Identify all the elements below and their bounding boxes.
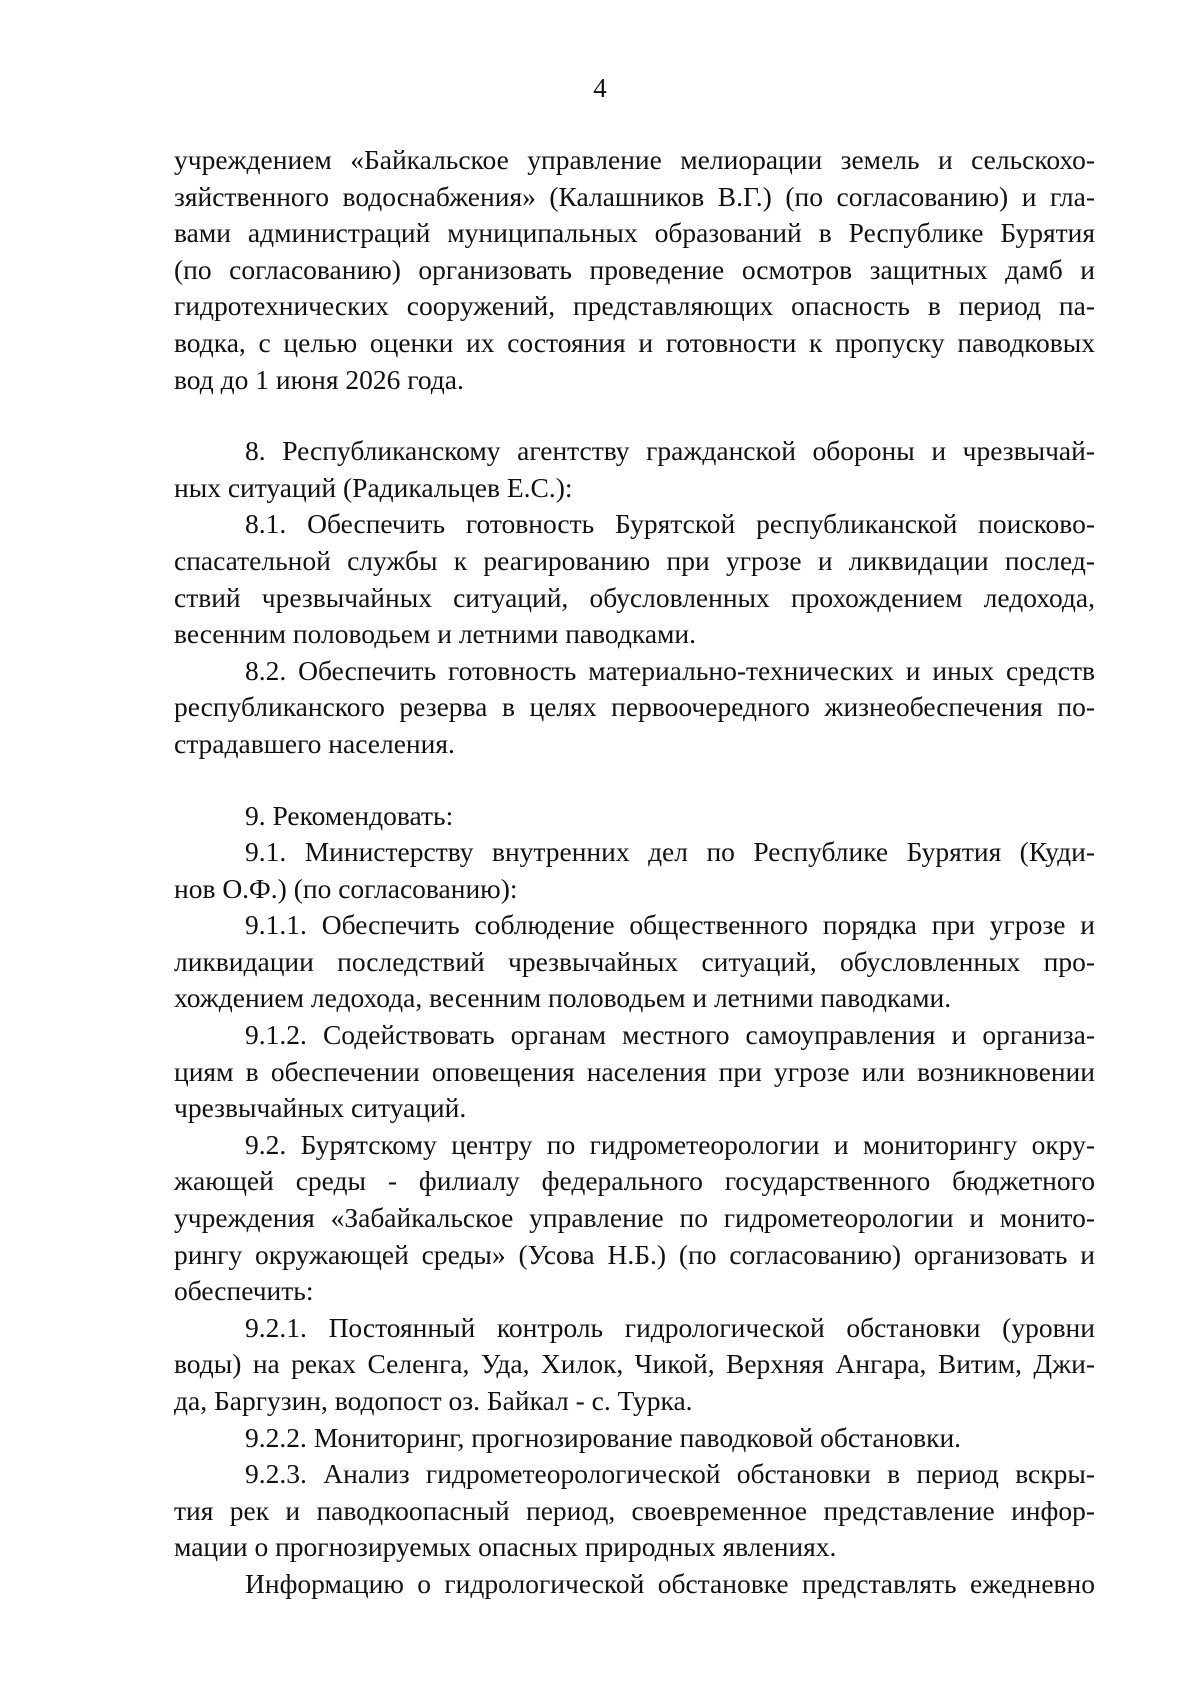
text-line: нов О.Ф.) (по согласованию): — [174, 872, 518, 904]
clause-9-2-3 — [174, 1456, 1095, 1566]
text-line: циям в обеспечении оповещения населения при угрозе или возникновении — [174, 1055, 1095, 1087]
text-line: хождением ледохода, весенним половодьем и летними паводками. — [174, 982, 952, 1014]
text-line: 9.1.1. Обеспечить соблюдение общественного порядка при угрозе и — [245, 909, 1095, 941]
clause-9-1-1 — [174, 907, 1095, 1017]
text-line: 8.2. Обеспечить готовность материально-технических и иных средств — [245, 654, 1095, 686]
paragraph-gap — [174, 398, 1095, 433]
clause-8-2 — [174, 653, 1095, 763]
paragraph-continuation — [174, 142, 1095, 398]
section-8 — [174, 433, 1095, 506]
text-line: 8. Республиканскому агентству гражданской обороны и чрезвычай- — [245, 435, 1095, 467]
text-line: (по согласованию) организовать проведение осмотров защитных дамб и — [174, 253, 1095, 285]
text-line: чрезвычайных ситуаций. — [174, 1092, 467, 1124]
text-line: спасательной службы к реагированию при угрозе и ликвидации послед- — [174, 544, 1095, 576]
text-line: республиканского резерва в целях первоочередного жизнеобеспечения по- — [174, 691, 1095, 723]
text-line: учреждения «Забайкальское управление по гидрометеорологии и монито- — [174, 1202, 1095, 1234]
clause-9-1-2 — [174, 1017, 1095, 1127]
text-line: мации о прогнозируемых опасных природных явлениях. — [174, 1531, 837, 1563]
clause-9-2-2 — [174, 1420, 1095, 1457]
text-line: весенним половодьем и летними паводками. — [174, 618, 697, 650]
text-line: водка, с целью оценки их состояния и готовности к пропуску паводковых — [174, 326, 1095, 358]
clause-9-1 — [174, 834, 1095, 907]
clause-8-1 — [174, 506, 1095, 652]
text-line: да, Баргузин, водопост оз. Байкал - с. Турка. — [174, 1385, 693, 1416]
text-line: гидротехнических сооружений, представляющих опасность в период па- — [174, 290, 1095, 322]
text-line: тия рек и паводкоопасный период, своевременное представление инфор- — [174, 1494, 1095, 1526]
text-line: Информацию о гидрологической обстановке представлять ежедневно — [245, 1567, 1095, 1599]
text-line: вод до 1 июня 2026 года. — [174, 363, 464, 395]
text-line: ных ситуаций (Радикальцев Е.С.): — [174, 471, 573, 503]
text-line: 9.1. Министерству внутренних дел по Республике Бурятия (Куди- — [245, 836, 1095, 868]
text-line: страдавшего населения. — [174, 727, 455, 759]
text-line: ствий чрезвычайных ситуаций, обусловленных прохождением ледохода, — [174, 581, 1095, 613]
text-line: 9.2.2. Мониторинг, прогнозирование паводковой обстановки. — [245, 1421, 962, 1453]
clause-9-2 — [174, 1127, 1095, 1310]
paragraph-gap — [174, 763, 1095, 798]
text-line: учреждением «Байкальское управление мелиорации земель и сельскохо- — [174, 144, 1095, 175]
text-line: 9.2.3. Анализ гидрометеорологической обстановки в период вскры- — [245, 1458, 1095, 1490]
text-line: вами администраций муниципальных образований в Республике Бурятия — [174, 217, 1095, 249]
text-line: 9.1.2. Содействовать органам местного самоуправления и организа- — [245, 1019, 1095, 1051]
section-9 — [174, 798, 1095, 835]
text-line: обеспечить: — [174, 1275, 314, 1307]
text-line: 9.2.1. Постоянный контроль гидрологической обстановки (уровни — [245, 1311, 1095, 1343]
clause-9-2-1 — [174, 1310, 1095, 1420]
text-line: 9.2. Бурятскому центру по гидрометеорологии и мониторингу окру- — [245, 1128, 1095, 1160]
paragraph-information — [174, 1566, 1095, 1603]
page-number: 4 — [593, 73, 607, 103]
text-line: воды) на реках Селенга, Уда, Хилок, Чикой, Верхняя Ангара, Витим, Джи- — [174, 1348, 1095, 1380]
text-line: рингу окружающей среды» (Усова Н.Б.) (по согласованию) организовать и — [174, 1238, 1095, 1270]
text-line: 9. Рекомендовать: — [245, 799, 454, 831]
text-line: зяйственного водоснабжения» (Калашников В.Г.) (по согласованию) и гла- — [174, 180, 1095, 212]
text-line: жающей среды - филиалу федерального государственного бюджетного — [174, 1165, 1095, 1197]
document-body — [174, 142, 1095, 1603]
text-line: 8.1. Обеспечить готовность Бурятской республиканской поисково- — [245, 508, 1095, 540]
text-line: ликвидации последствий чрезвычайных ситуаций, обусловленных про- — [174, 945, 1095, 977]
